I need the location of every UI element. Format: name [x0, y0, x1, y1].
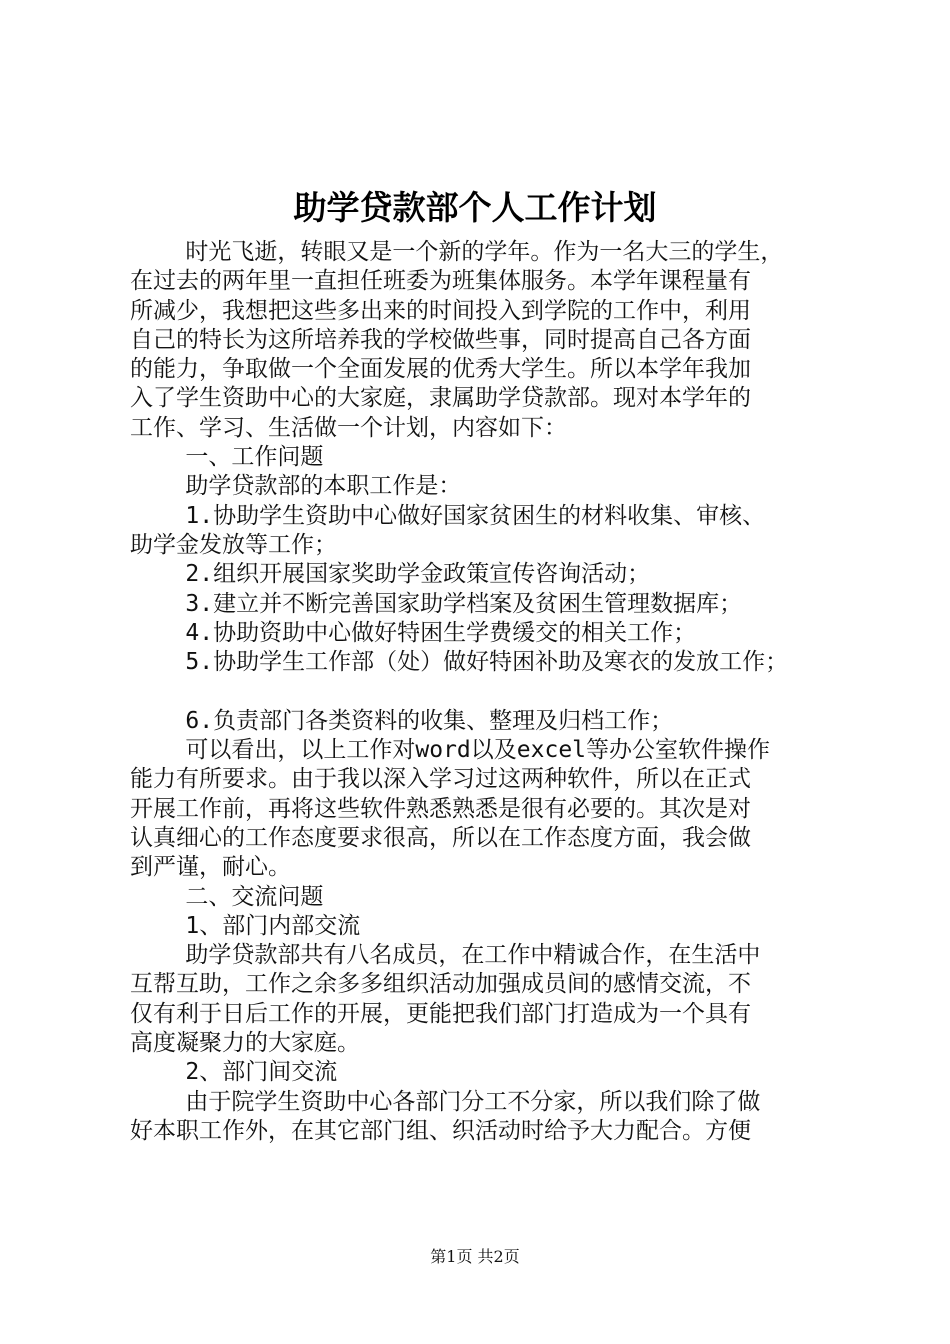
text-line: 仅有利于日后工作的开展，更能把我们部门打造成为一个具有 [130, 1000, 751, 1027]
text-line: 到严谨，耐心。 [130, 854, 291, 881]
text-line: 认真细心的工作态度要求很高，所以在工作态度方面，我会做 [130, 824, 751, 851]
blank-line [130, 677, 842, 706]
document-body [130, 238, 842, 1146]
text-line: 2.组织开展国家奖助学金政策宣传咨询活动； [130, 561, 651, 588]
page-footer: 第1页 共2页 [430, 1247, 520, 1266]
text-line: 时光飞逝，转眼又是一个新的学年。作为一名大三的学生， [130, 239, 784, 265]
text-line: 入了学生资助中心的大家庭，隶属助学贷款部。现对本学年的 [130, 385, 751, 412]
text-line: 可以看出，以上工作对word以及excel等办公室软件操作 [130, 737, 771, 764]
document-title: 助学贷款部个人工作计划 [293, 188, 657, 227]
text-line: 二、交流问题 [130, 883, 324, 910]
text-line: 高度凝聚力的大家庭。 [130, 1030, 360, 1057]
text-line: 互帮互助，工作之余多多组织活动加强成员间的感情交流，不 [130, 971, 751, 998]
text-line: 助学金发放等工作； [130, 531, 337, 558]
text-line: 4.协助资助中心做好特困生学费缓交的相关工作； [130, 619, 697, 646]
text-line: 助学贷款部共有八名成员，在工作中精诚合作，在生活中 [130, 942, 761, 969]
text-line: 的能力，争取做一个全面发展的优秀大学生。所以本学年我加 [130, 356, 751, 383]
text-line: 5.协助学生工作部（处）做好特困补助及寒衣的发放工作； [130, 649, 789, 676]
text-line: 6.负责部门各类资料的收集、整理及归档工作； [130, 707, 674, 734]
text-line: 1.协助学生资助中心做好国家贫困生的材料收集、审核、 [130, 502, 766, 529]
text-line: 1、部门内部交流 [130, 912, 361, 939]
text-line: 所减少，我想把这些多出来的时间投入到学院的工作中，利用 [130, 297, 751, 324]
text-line: 工作、学习、生活做一个计划，内容如下： [130, 414, 567, 441]
text-line: 开展工作前，再将这些软件熟悉熟悉是很有必要的。其次是对 [130, 795, 751, 822]
text-line: 自己的特长为这所培养我的学校做些事，同时提高自己各方面 [130, 326, 751, 353]
text-line: 在过去的两年里一直担任班委为班集体服务。本学年课程量有 [130, 268, 751, 295]
text-line: 能力有所要求。由于我以深入学习过这两种软件，所以在正式 [130, 766, 751, 793]
text-line: 由于院学生资助中心各部门分工不分家，所以我们除了做 [130, 1088, 761, 1115]
text-line: 一、工作问题 [130, 444, 324, 471]
text-line: 3.建立并不断完善国家助学档案及贫困生管理数据库； [130, 590, 743, 617]
text-line: 助学贷款部的本职工作是： [130, 473, 462, 500]
text-line: 2、部门间交流 [130, 1059, 338, 1086]
text-line: 好本职工作外，在其它部门组、织活动时给予大力配合。方便 [130, 1117, 751, 1144]
